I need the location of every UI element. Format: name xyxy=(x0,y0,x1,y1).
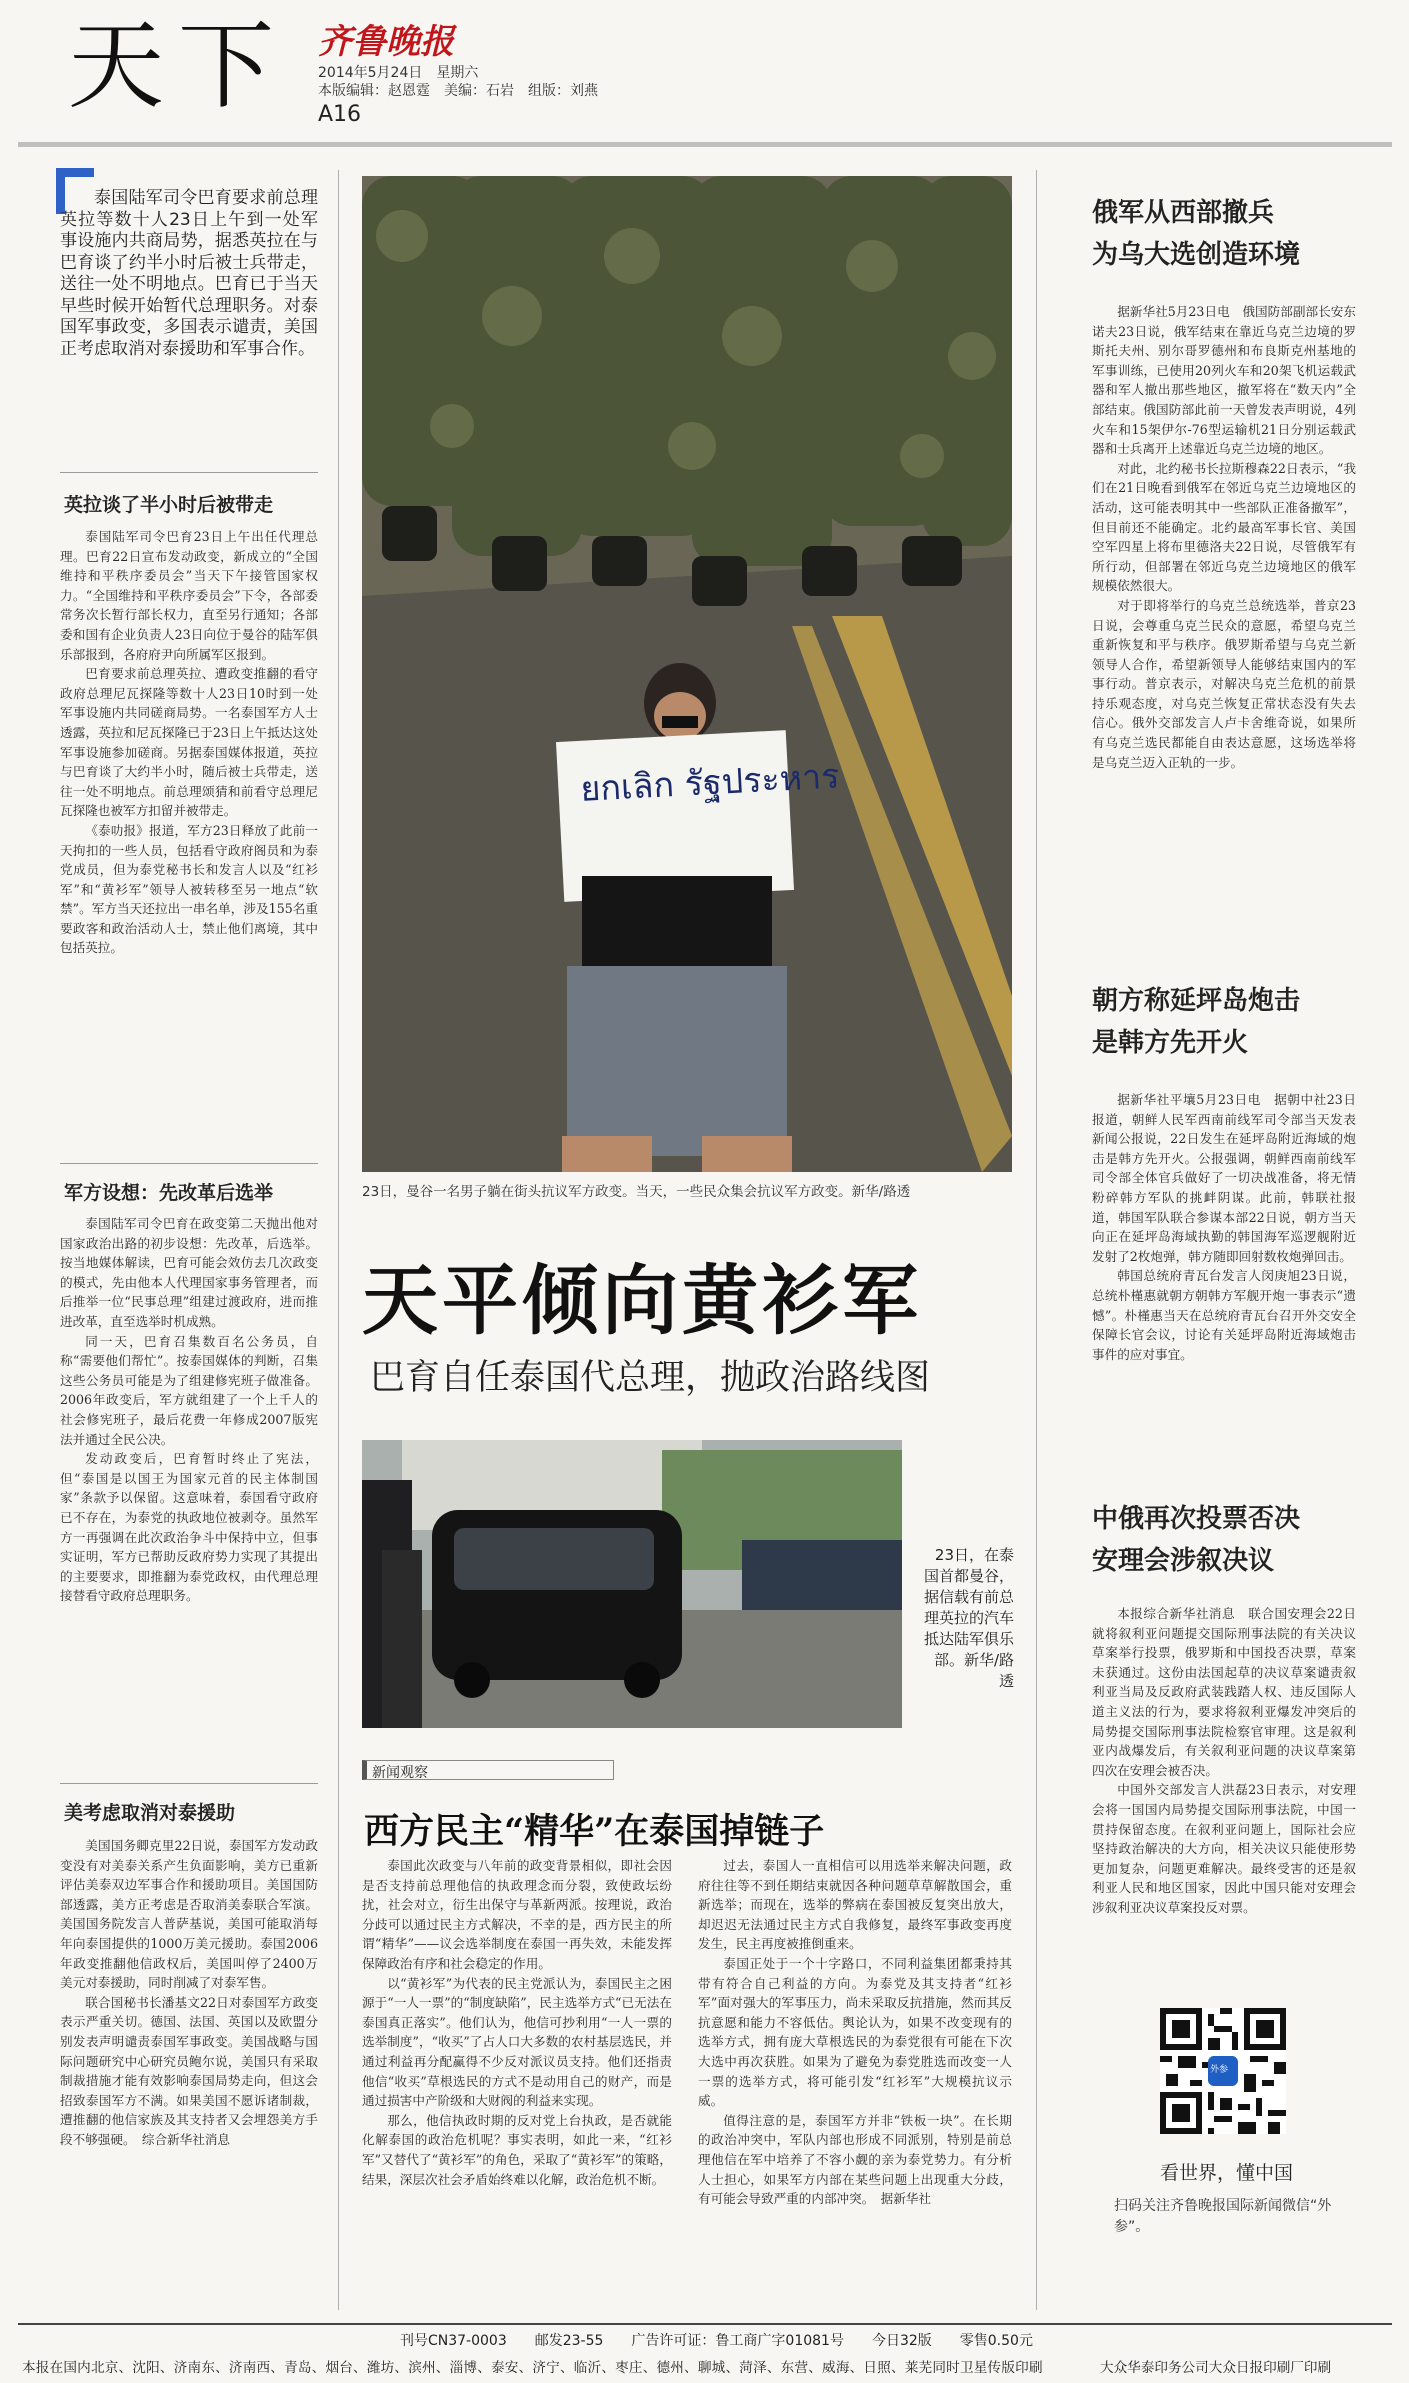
editors-line: 本版编辑：赵恩霆 美编：石岩 组版：刘燕 xyxy=(318,83,598,99)
paragraph: 中国外交部发言人洪磊23日表示，对安理会将一国国内局势提交国际刑事法院，中国一贯持保留态度。在叙利亚问题上，国际社会应坚持政治解决的大方向，相关决议只能使形势更加复杂，问题更难解决。最终受害的还是叙利亚人民和地区国家，因此中国只能对安理会涉叙利亚决议草案投反对票。 xyxy=(1092,1782,1356,1915)
main-subheadline: 巴育自任泰国代总理，抛政治路线图 xyxy=(370,1358,931,1398)
intro-bracket-top xyxy=(56,168,94,177)
issue-meta xyxy=(318,64,598,100)
story2-title: 西方民主“精华”在泰国掉链子 xyxy=(364,1811,825,1852)
section-rule xyxy=(60,1783,318,1784)
protest-photo-illustration xyxy=(362,176,1012,1172)
promo-slogan: 看世界，懂中国 xyxy=(1160,2162,1294,2184)
main-photo-caption: 23日，曼谷一名男子躺在街头抗议军方政变。当天，一些民众集会抗议军方政变。新华/路透 xyxy=(362,1184,911,1200)
footer-print-sites: 本报在国内北京、沈阳、济南东、济南西、青岛、烟台、潍坊、滨州、淄博、泰安、济宁、临沂、枣庄、德州、聊城、菏泽、东营、威海、日照、莱芜同时卫星传版印刷 xyxy=(22,2360,1043,2376)
paragraph: 联合国秘书长潘基文22日对泰国军方政变表示严重关切。德国、法国、英国以及欧盟分别发表声明谴责泰国军事政变。美国战略与国际问题研究中心研究员鲍尔说，美国只有采取制裁措施才能有效影响泰国局势走向，但这会招致泰国军方不满。如果美国不愿诉诸制裁，遭推翻的他信家族及其支持者又会埋怨美方手段不够强硬。 综合新华社消息 xyxy=(60,1994,318,2147)
left-section-3-title: 美考虑取消对泰援助 xyxy=(64,1802,236,1824)
right-story-2-title xyxy=(1092,980,1300,1064)
title-line: 朝方称延坪岛炮击 xyxy=(1092,986,1301,1016)
section-rule xyxy=(60,472,318,473)
paragraph: 韩国总统府青瓦台发言人闵庚旭23日说，总统朴槿惠就朝方朝韩方军舰开炮一事表示“遗憾”。朴槿惠当天在总统府青瓦台召开外交安全保障长官会议，讨论有关延坪岛附近海域炮击事件的应对事宜。 xyxy=(1092,1268,1356,1362)
protest-sign-text: ยกเลิก รัฐประหาร xyxy=(579,756,841,810)
right-story-3-body xyxy=(1092,1604,1356,1918)
intro-lead: 泰国陆军司令巴育要求前总理英拉等数十人23日上午到一处军事设施内共商局势，据悉英拉在与巴育谈了约半小时后被士兵带走，送往一处不明地点。巴育已于当天早些时候开始暂代总理职务。对泰国军事政变，多国表示谴责，美国正考虑取消对泰援助和军事合作。 xyxy=(60,188,318,359)
paragraph: 对于即将举行的乌克兰总统选举，普京23日说，会尊重乌克兰民众的意愿，希望乌克兰重新恢复和平与秩序。俄罗斯希望与乌克兰新领导人合作，希望新领导人能够结束国内的军事行动。普京表示，对解决乌克兰危机的前景持乐观态度，对乌克兰恢复正常状态没有失去信心。俄外交部发言人卢卡舍维奇说，如果所有乌克兰选民都能自由表达意愿，这场选举将是乌克兰迈入正轨的一步。 xyxy=(1092,597,1356,770)
title-line: 俄军从西部撤兵 xyxy=(1092,198,1275,228)
main-photo xyxy=(362,176,1012,1172)
qr-code-icon[interactable] xyxy=(1160,2008,1286,2134)
right-story-2-body xyxy=(1092,1090,1356,1364)
footer-printer: 大众华泰印务公司大众日报印刷厂印刷 xyxy=(1100,2360,1332,2376)
paragraph: 本报综合新华社消息 联合国安理会22日就将叙利亚问题提交国际刑事法院的有关决议草案举行投票，俄罗斯和中国投否决票，草案未获通过。这份由法国起草的决议草案谴责叙利亚当局及反政府武装践踏人权、违反国际人道主义法的行为，要求将叙利亚爆发冲突后的局势提交国际刑事法院检察官审理。这是叙利亚内战爆发后，有关叙利亚问题的决议草案第四次在安理会被否决。 xyxy=(1092,1606,1356,1778)
title-line: 中俄再次投票否决 xyxy=(1092,1504,1301,1534)
title-line: 安理会涉叙决议 xyxy=(1092,1546,1275,1576)
right-story-3-title xyxy=(1092,1498,1300,1582)
paragraph: 发动政变后，巴育暂时终止了宪法，但“泰国是以国王为国家元首的民主体制国家”条款予以保留。这意味着，泰国看守政府已不存在，为泰党的执政地位被剥夺。虽然军方一再强调在此次政治争斗中保持中立，但事实证明，军方已帮助反政府势力实现了其提出的主要要求，即推翻为泰党政权，由代理总理接替看守政府总理职务。 xyxy=(60,1451,318,1604)
footer-rule xyxy=(18,2323,1392,2325)
left-section-2-body xyxy=(60,1214,318,1606)
right-story-1-body xyxy=(1092,302,1356,772)
main-headline: 天平倾向黄衫军 xyxy=(362,1256,922,1345)
paragraph: 泰国此次政变与八年前的政变背景相似，即社会因是否支持前总理他信的执政理念而分裂，致使政坛纷扰，社会对立，衍生出保守与革新两派。按理说，政治分歧可以通过民主方式解决，不幸的是，西方民主的所谓“精华”——议会选举制度在泰国一再失效，未能发挥保障政治有序和社会稳定的作用。 xyxy=(362,1858,672,1971)
paragraph: 同一天，巴育召集数百名公务员，自称“需要他们帮忙”。按泰国媒体的判断，召集这些公务员可能是为了组建修宪班子做准备。2006年政变后，军方就组建了一个上千人的社会修宪班子，最后花费一年修成2007版宪法并通过全民公决。 xyxy=(60,1333,318,1447)
paragraph: 过去，泰国人一直相信可以用选举来解决问题，政府往往等不到任期结束就因各种问题草草解散国会，重新选举；而现在，选举的弊病在泰国被反复突出放大，却迟迟无法通过民主方式自我修复，最终军事政变再度发生，民主再度被推倒重来。 xyxy=(698,1858,1012,1952)
right-story-1-title xyxy=(1092,192,1300,276)
paragraph: 值得注意的是，泰国军方并非“铁板一块”。在长期的政治冲突中，军队内部也形成不同派别，特别是前总理他信在军中培养了不容小觑的亲为泰党势力。有分析人士担心，如果军方内部在某些问题上出现重大分歧，有可能会导致严重的内部冲突。 据新华社 xyxy=(698,2112,1012,2207)
paragraph: 泰国陆军司令巴育在政变第二天抛出他对国家政治出路的初步设想：先改革，后选举。按当地媒体解读，巴育可能会效仿去几次政变的模式，先由他本人代理国家事务管理者，而后推举一位“民事总理”组建过渡政府，进而推进改革，直至选举时机成熟。 xyxy=(60,1216,318,1329)
header-rule xyxy=(18,142,1392,147)
paragraph: 以“黄衫军”为代表的民主党派认为，泰国民主之困源于“一人一票”的“制度缺陷”，民主选举方式“已无法在泰国真正落实”。他们认为，他信可抄利用“一人一票的选举制度”，“收买”了占人口大多数的农村基层选民，并通过利益再分配赢得不少反对派议员支持。他们还指责他信“收买”草根选民的方式不是动用自己的财产，而是通过损害中产阶级和大财阀的利益来实现。 xyxy=(362,1975,672,2109)
qr-badge: 外参 xyxy=(1210,2065,1229,2075)
page-number: A16 xyxy=(318,102,362,127)
car-photo xyxy=(362,1440,902,1728)
section-title: 天下 xyxy=(68,10,288,122)
paragraph: 那么，他信执政时期的反对党上台执政，是否就能化解泰国的政治危机呢？事实表明，如此一来，“红衫军”又替代了“黄衫军”的角色，采取了“黄衫军”的策略，结果，深层次社会矛盾始终难以化解，政治危机不断。 xyxy=(362,2112,672,2187)
left-section-2-title: 军方设想：先改革后选举 xyxy=(64,1182,274,1204)
paragraph: 对此，北约秘书长拉斯穆森22日表示，“我们在21日晚看到俄军在邻近乌克兰边境地区的活动，这可能表明其中一些部队正准备撤军”，但目前还不能确定。北约最高军事长官、美国空军四星上将布里德洛夫22日说，尽管俄军有所行动，但部署在邻近乌克兰边境地区的俄军规模依然很大。 xyxy=(1092,460,1356,594)
paragraph: 泰国正处于一个十字路口，不同利益集团都秉持其带有符合自己利益的方向。为泰党及其支持者“红衫军”面对强大的军事压力，尚未采取反抗措施，然而其反抗意愿和能力不容低估。舆论认为，如果不改变现有的选举方式，拥有庞大草根选民的为泰党很有可能在下次大选中再次获胜。如果为了避免为泰党胜选而改变一人一票的选举方式，将可能引发“红衫军”大规模抗议示威。 xyxy=(698,1955,1012,2109)
paragraph: 泰国陆军司令巴育23日上午出任代理总理。巴育22日宣布发动政变，新成立的“全国维持和平秩序委员会”当天下午接管国家权力。“全国维持和平秩序委员会”下令，各部委常务次长暂行部长权力，直至另行通知；各部委和国有企业负责人23日向位于曼谷的陆军俱乐部报到，各府府尹向所属军区报到。 xyxy=(60,529,318,662)
news-tag: 新闻观察 xyxy=(372,1765,428,1781)
newspaper-logo: 齐鲁晚报 xyxy=(318,22,454,62)
left-section-1-title: 英拉谈了半小时后被带走 xyxy=(64,494,274,516)
car-photo-caption: 23日，在泰国首都曼谷，据信载有前总理英拉的汽车抵达陆军俱乐部。新华/路透 xyxy=(924,1546,1015,1690)
left-section-3-body xyxy=(60,1836,318,2150)
paragraph: 《泰叻报》报道，军方23日释放了此前一天拘扣的一些人员，包括看守政府阁员和为泰党成员，但为泰党秘书长和发言人以及“红衫军”和“黄衫军”领导人被转移至另一地点“软禁”。军方当天还拉出一串名单，涉及155名重要政客和政治活动人士，禁止他们离境，其中包括英拉。 xyxy=(60,822,318,956)
paragraph: 据新华社平壤5月23日电 据朝中社23日报道，朝鲜人民军西南前线军司令部当天发表新闻公报说，22日发生在延坪岛附近海域的炮击是韩方先开火。公报强调，朝鲜西南前线军司令部全体官兵做好了一切决战准备，将无情粉碎韩方军队的挑衅阴谋。此前，韩联社报道，韩国军队联合参谋本部22日说，朝方当天向正在延坪岛海域执勤的韩国海军巡逻舰附近发射了2枚炮弹，韩方随即回射数枚炮弹回击。 xyxy=(1092,1092,1356,1264)
title-line: 为乌大选创造环境 xyxy=(1092,240,1301,270)
promo-text: 扫码关注齐鲁晚报国际新闻微信“外参”。 xyxy=(1114,2198,1332,2235)
title-line: 是韩方先开火 xyxy=(1092,1028,1249,1058)
column-divider xyxy=(1036,170,1037,2310)
footer-publication-info: 刊号CN37-0003 邮发23-55 广告许可证：鲁工商广字01081号 今日32版 零售0.50元 xyxy=(400,2333,1033,2349)
paragraph: 巴育要求前总理英拉、遭政变推翻的看守政府总理尼瓦探隆等数十人23日10时到一处军事设施内共同磋商局势。一名泰国军方人士透露，英拉和尼瓦探隆已于23日上午抵达这处军事设施参加磋商。另据泰国媒体报道，英拉与巴育谈了大约半小时，随后被士兵带走，送往一处不明地点。前总理颂猜和前看守总理尼瓦探隆也被军方扣留并被带走。 xyxy=(60,666,318,819)
issue-date: 2014年5月24日 星期六 xyxy=(318,65,479,81)
paragraph: 据新华社5月23日电 俄国防部副部长安东诺夫23日说，俄军结束在靠近乌克兰边境的罗斯托夫州、别尔哥罗德州和布良斯克州基地的军事训练，已使用20列火车和20架飞机运载武器和军人撤出那些地区，撤军将在“数天内”全部结束。俄国防部此前一天曾发表声明说，4列火车和15架伊尔-76型运输机21日分别运载武器和士兵离开上述靠近乌克兰边境的地区。 xyxy=(1092,304,1356,457)
section-rule xyxy=(60,1163,318,1164)
paragraph: 美国国务卿克里22日说，泰国军方发动政变没有对美泰关系产生负面影响，美方已重新评估美泰双边军事合作和援助项目。美国国防部透露，美方正考虑是否取消美泰联合军演。美国国务院发言人普萨基说，美国可能取消每年向泰国提供的1000万美元援助。泰国2006年政变推翻他信政权后，美国叫停了2400万美元对泰援助，同时削减了对泰军售。 xyxy=(60,1838,318,1991)
left-section-1-body xyxy=(60,527,318,958)
column-divider xyxy=(338,170,339,2310)
car-photo-illustration xyxy=(362,1440,902,1728)
story2-col-1 xyxy=(362,1856,672,2189)
story2-col-2 xyxy=(698,1856,1012,2209)
